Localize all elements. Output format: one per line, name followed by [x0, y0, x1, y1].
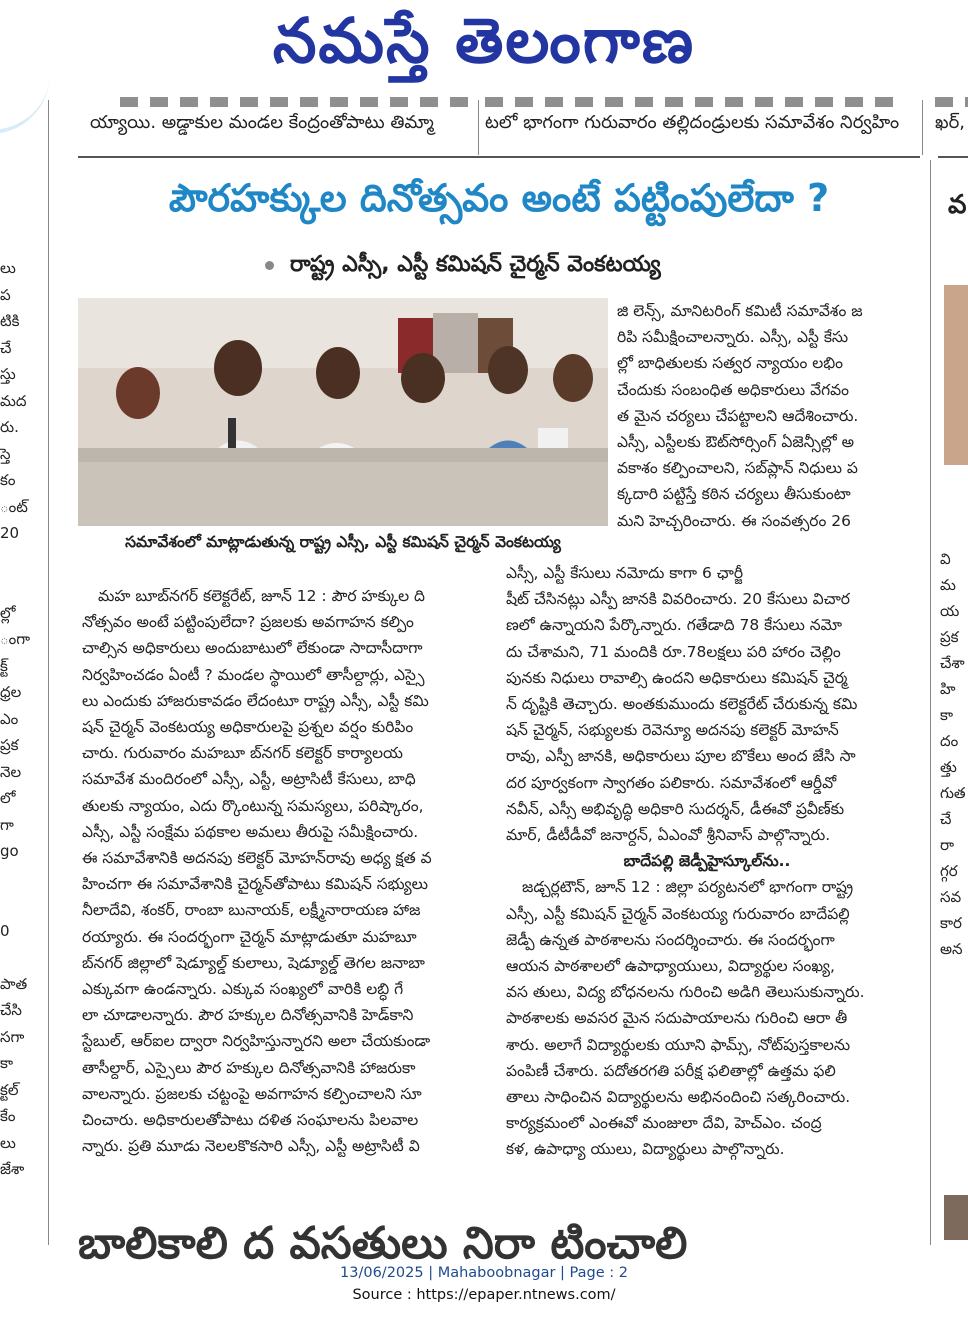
divider	[78, 156, 920, 158]
body-line: వాలన్నారు. ప్రజలకు చట్టంపై అవగాహన కల్పించాలని సూ	[82, 1084, 422, 1103]
fragment: చే	[940, 810, 952, 828]
body-line: ఎస్సీ, ఎస్టీ సంక్షేమ పథకాల అమలు తీరుపై సమీక్షించారు.	[82, 822, 419, 841]
clipped-column-right	[940, 520, 968, 962]
top-strip-left: య్యాయి. అడ్డాకుల మండల కేంద్రంతోపాటు తిమ్మా	[90, 112, 434, 133]
bullet-icon	[265, 261, 274, 270]
clipped-column-left	[0, 255, 31, 1183]
top-strip-right: ఖర్,	[935, 112, 965, 133]
body-line: తాలు సాధించిన విద్యార్థులను అభినందించి సత్కరించారు.	[506, 1088, 851, 1107]
body-line: ఎస్సీ, ఎస్టీ కమిషన్ చైర్మన్ వెంకటయ్య గురువారం బాదేపల్లి	[506, 904, 850, 923]
body-line: జడ్చర్లటౌన్, జూన్ 12 : జిల్లా పర్యటనలో భాగంగా రాష్ట్ర	[522, 878, 854, 897]
fragment: గా	[0, 815, 14, 834]
article-headline: పౌరహక్కుల దినోత్సవం అంటే పట్టింపులేదా ?	[168, 176, 830, 220]
body-line: సమావేశ మందిరంలో ఎస్సీ, ఎస్టీ, అట్రాసిటీ కేసులు, బాధి	[82, 770, 416, 789]
subhead-text: రాష్ట్ర ఎస్సీ, ఎస్టీ కమిషన్ చైర్మన్ వెంకటయ్య	[290, 252, 661, 277]
fragment: స్తు	[0, 365, 16, 383]
page-footer	[0, 1262, 968, 1306]
fragment: ప్రక	[940, 628, 959, 646]
fragment	[0, 573, 26, 600]
fragment: రా	[940, 836, 955, 854]
fragment: లు	[0, 1133, 16, 1152]
fragment: క్టల్	[0, 1080, 19, 1099]
edition-info: 13/06/2025 | Mahaboobnagar | Page : 2	[340, 1265, 628, 1281]
body-line: రిపి సమీక్షించాలన్నారు. ఎస్సీ, ఎస్టీ కేసు	[617, 328, 849, 347]
body-line: మని హెచ్చరించారు. ఈ సంవత్సరం 26	[617, 511, 851, 530]
clipped-photo-right	[944, 285, 968, 465]
fragment: కం	[0, 471, 16, 489]
fragment: లు	[0, 259, 16, 277]
body-line: మార్, డీటీడీవో జనార్దన్, ఏఎంవో శ్రీనివాస్ పాల్గొన్నారు.	[506, 826, 831, 845]
body-line: నోత్సవం అంటే పట్టింపులేదా? ప్రజలకు అవగాహన కల్పిం	[82, 613, 414, 632]
fragment	[0, 891, 26, 918]
fragment: టికి	[0, 312, 20, 330]
section-subheading: బాదేపల్లి జెడ్పీహైస్కూల్‌ను..	[623, 852, 791, 871]
body-line: చించారు. అధికారులతోపాటు దళిత సంఘాలను పిలవాల	[82, 1111, 419, 1130]
body-line: హించగా ఈ సమావేశానికి చైర్మన్‌తోపాటు కమిషన్ సభ్యులు	[82, 875, 428, 894]
cropped-text-strip	[935, 97, 968, 107]
body-line: ఆయన పాఠశాలలో ఉపాధ్యాయులు, విద్యార్థుల సంఖ్య,	[506, 957, 835, 976]
fragment: go	[0, 842, 19, 860]
body-line: తులకు న్యాయం, ఎదు ర్కొంటున్న సమస్యలు, పరిష్కారం,	[82, 796, 424, 815]
body-line: బ్‌నగర్ జిల్లాలో షెడ్యూల్డ్ కులాలు, షెడ్యూల్డ్ తెగల జనాబా	[82, 953, 425, 972]
newspaper-name: నమస్తే తెలంగాణ	[272, 3, 696, 77]
article-column-right-upper	[617, 298, 907, 534]
fragment: కా	[0, 1054, 14, 1072]
clipped-photo-right-bottom	[944, 1195, 968, 1240]
body-line: న్ దృష్టికి తెచ్చారు. అంతకుముందు కలెక్టరేట్ చేరుకున్న కమి	[506, 695, 858, 714]
column-rule	[922, 100, 923, 155]
fragment: నెల	[0, 762, 22, 781]
fragment: ంగా	[0, 630, 31, 648]
body-line: నిర్వహించడం ఏంటీ ? మండల స్థాయిలో తాసీల్దార్లు, ఎస్సై	[82, 665, 425, 684]
body-line: పునకు నిధులు రావాల్సి ఉందని అధికారులు కమిషన్ చైర్మ	[506, 668, 848, 687]
fragment: చేశా	[940, 654, 965, 672]
article-subhead	[265, 252, 661, 282]
body-line: లు ఎందుకు హాజరుకావడం లేదంటూ రాష్ట్ర ఎస్సీ, ఎస్టీ కమి	[82, 691, 429, 710]
fragment: ంట్	[0, 497, 28, 516]
body-line: జెడ్పీ ఉన్నత పాఠశాలను సందర్శించారు. ఈ సందర్భంగా	[506, 930, 835, 949]
body-line: పంపిణీ చేశారు. పదోతరగతి పరీక్ష ఫలితాల్లో ఉత్తమ ఫలి	[506, 1061, 836, 1080]
fragment: ప	[0, 285, 11, 304]
meeting-photo-illustration	[78, 298, 608, 526]
article-column-left	[82, 583, 478, 1159]
fragment: సవ	[940, 888, 962, 906]
body-line: దు చేశామని, 71 మందికి రూ.78లక్షలు పరి హారం చెల్లిం	[506, 642, 841, 661]
body-line: కళ, ఉపాధ్యా యులు, విద్యార్థులు పాల్గొన్నారు.	[506, 1140, 785, 1159]
fragment	[0, 944, 26, 971]
body-line: ఎక్కువగా ఉండన్నారు. ఎక్కువ సంఖ్యలో వారికి లబ్ధి గే	[82, 980, 404, 999]
body-line: ణలో ఉన్నాయని పేర్కొన్నారు. గతేడాది 78 కేసులు నమో	[506, 616, 843, 635]
body-line: షన్ చైర్మన్, సభ్యులకు రెవెన్యూ అదనపు కలెక్టర్ మోహన్	[506, 721, 839, 740]
body-line: వస తులు, విద్య బోధనలను గురించి అడిగి తెలుసుకున్నారు.	[506, 983, 865, 1002]
top-strip-middle: టలో భాగంగా గురువారం తల్లిదండ్రులకు సమావేశం నిర్వహిం	[485, 112, 900, 133]
body-line: మహ బూబ్‌నగర్ కలెక్టరేట్, జూన్ 12 : పౌర హక్కుల ది	[98, 587, 425, 605]
body-line: చేందుకు సంబంధిత అధికారులు వేగవం	[617, 380, 850, 399]
body-line: చాల్సిన అధికారులు అందుబాటులో లేకుండా సాదాసీదాగా	[82, 639, 423, 658]
fragment	[0, 865, 26, 892]
body-line: రావు, ఎస్పీ జానకి, అధికారులు పూల బొకేలు అంద జేసి సా	[506, 747, 856, 766]
fragment: చేసి	[0, 1001, 22, 1019]
fragment: వి	[940, 550, 951, 568]
fragment: దం	[940, 732, 959, 750]
fragment: కా	[940, 706, 954, 724]
body-line: షీట్ చేసినట్లు ఎస్పీ జానకి వివరించారు. 20 కేసులు విచార	[506, 590, 850, 609]
column-rule	[48, 100, 49, 1245]
fragment: ప్రక	[0, 736, 19, 754]
body-line: తాసీల్దార్, ఎస్సైలు పౌర హక్కుల దినోత్సవానికి హాజరుకా	[82, 1058, 416, 1077]
fragment: య	[940, 602, 960, 620]
body-line: న్నారు. ప్రతి మూడు నెలలకొకసారి ఎస్సీ, ఎస్టీ అట్రాసిటీ వి	[82, 1137, 420, 1156]
fragment: గుత	[940, 784, 966, 802]
body-line: నవీన్, ఎస్సీ అభివృద్ధి అధికారి సుదర్శన్, డీఈవో ప్రవీణ్‌కు	[506, 799, 845, 818]
body-line: లా చూడాలన్నారు. పౌర హక్కుల దినోత్సవానికి హెడ్‌కాని	[82, 1006, 414, 1025]
fragment: చే	[0, 338, 12, 357]
body-line: నీలాదేవి, శంకర్, రాంబా బునాయక్, లక్ష్మీనారాయణ హాజ	[82, 901, 421, 920]
next-article-headline: బాలికాలి ద వసతులు నిరా టించాలి	[78, 1218, 688, 1269]
fragment: అన	[940, 940, 963, 958]
body-line: చారు. గురువారం మహబూ బ్‌నగర్ కలెక్టర్ కార్యాలయ	[82, 744, 403, 763]
fragment	[0, 547, 26, 574]
fragment: మ	[940, 576, 956, 594]
column-rule	[930, 160, 931, 1245]
body-line: క్కదారి పట్టిస్తే కఠిన చర్యలు తీసుకుంటా	[617, 485, 851, 504]
body-line: శారు. అలాగే విద్యార్థులకు యూని ఫామ్స్, నోట్‌పుస్తకాలను	[506, 1035, 851, 1054]
source-link[interactable]: Source : https://epaper.ntnews.com/	[352, 1287, 616, 1303]
body-line: రయ్యారు. ఈ సందర్భంగా చైర్మన్ మాట్లాడుతూ మహబూ	[82, 927, 417, 946]
fragment: కార	[940, 914, 962, 932]
fragment: ల్లో	[0, 603, 16, 622]
cropped-text-strip	[120, 97, 480, 107]
divider	[938, 156, 968, 158]
fragment: ధ్రల	[0, 683, 22, 701]
fragment	[940, 520, 968, 546]
body-line: పాఠశాలకు అవసర మైన సదుపాయాలను గురించి ఆరా తీ	[506, 1009, 848, 1028]
masthead	[0, 0, 968, 95]
fragment: సగా	[0, 1027, 25, 1046]
fragment: లో	[0, 789, 16, 807]
fragment: స్తె	[0, 444, 11, 463]
fragment: రు.	[0, 418, 19, 436]
body-line: త మైన చర్యలు చేపట్టాలని ఆదేశించారు.	[617, 406, 859, 425]
body-line: స్టేబుల్, ఆర్‌ఐల ద్వారా నిర్వహిస్తున్నారని అలా చేయకుండా	[82, 1032, 431, 1051]
body-line: వకాశం కల్పించాలని, సబ్‌ప్లాన్ నిధులు ప	[617, 459, 858, 478]
fragment: క్ట్	[0, 656, 8, 675]
fragment: త్తు	[940, 758, 957, 776]
photo-caption: సమావేశంలో మాట్లాడుతున్న రాష్ట్ర ఎస్సీ, ఎస్టీ కమిషన్ చైర్మన్ వెంకటయ్య	[125, 533, 561, 551]
right-teaser: వ	[948, 190, 967, 220]
fragment: 20	[0, 524, 20, 542]
body-line: కార్యక్రమంలో ఎంఈవో మంజులా దేవి, హెచ్‌ఎం. చంద్ర	[506, 1114, 822, 1133]
fragment: గ్గర	[940, 862, 958, 880]
column-rule	[478, 100, 479, 155]
fragment: ఎం	[0, 709, 19, 728]
cropped-text-strip	[485, 97, 905, 107]
fragment: కేం	[0, 1107, 16, 1125]
body-line: దర పూర్వకంగా స్వాగతం పలికారు. సమావేశంలో ఆర్డీవో	[506, 773, 837, 792]
body-line: షన్ చైర్మన్ వెంకటయ్య అధికారులపై ప్రశ్నల వర్షం కురిపిం	[82, 718, 414, 737]
article-column-right	[506, 560, 908, 1163]
fragment: మద	[0, 391, 27, 410]
body-line: ఎస్సీ, ఎస్టీలకు ఔట్‌సోర్సింగ్ ఏజెన్సీల్లో అ	[617, 433, 855, 452]
body-line: ఎస్సీ, ఎస్టీ కేసులు నమోదు కాగా 6 ఛార్జీ	[506, 564, 744, 582]
meeting-photo	[78, 298, 608, 526]
fragment: జేశా	[0, 1160, 25, 1178]
fragment: పాత	[0, 974, 28, 993]
fragment: 0	[0, 921, 10, 940]
body-line: ల్లో బాధితులకు సత్వర న్యాయం లభిం	[617, 354, 844, 373]
fragment: హి	[940, 680, 956, 698]
body-line: ఈ సమావేశానికి అదనపు కలెక్టర్ మోహన్‌రావు అధ్య క్షత వ	[82, 849, 432, 868]
body-line: జి లెన్స్, మానిటరింగ్ కమిటీ సమావేశం జ	[617, 302, 863, 320]
